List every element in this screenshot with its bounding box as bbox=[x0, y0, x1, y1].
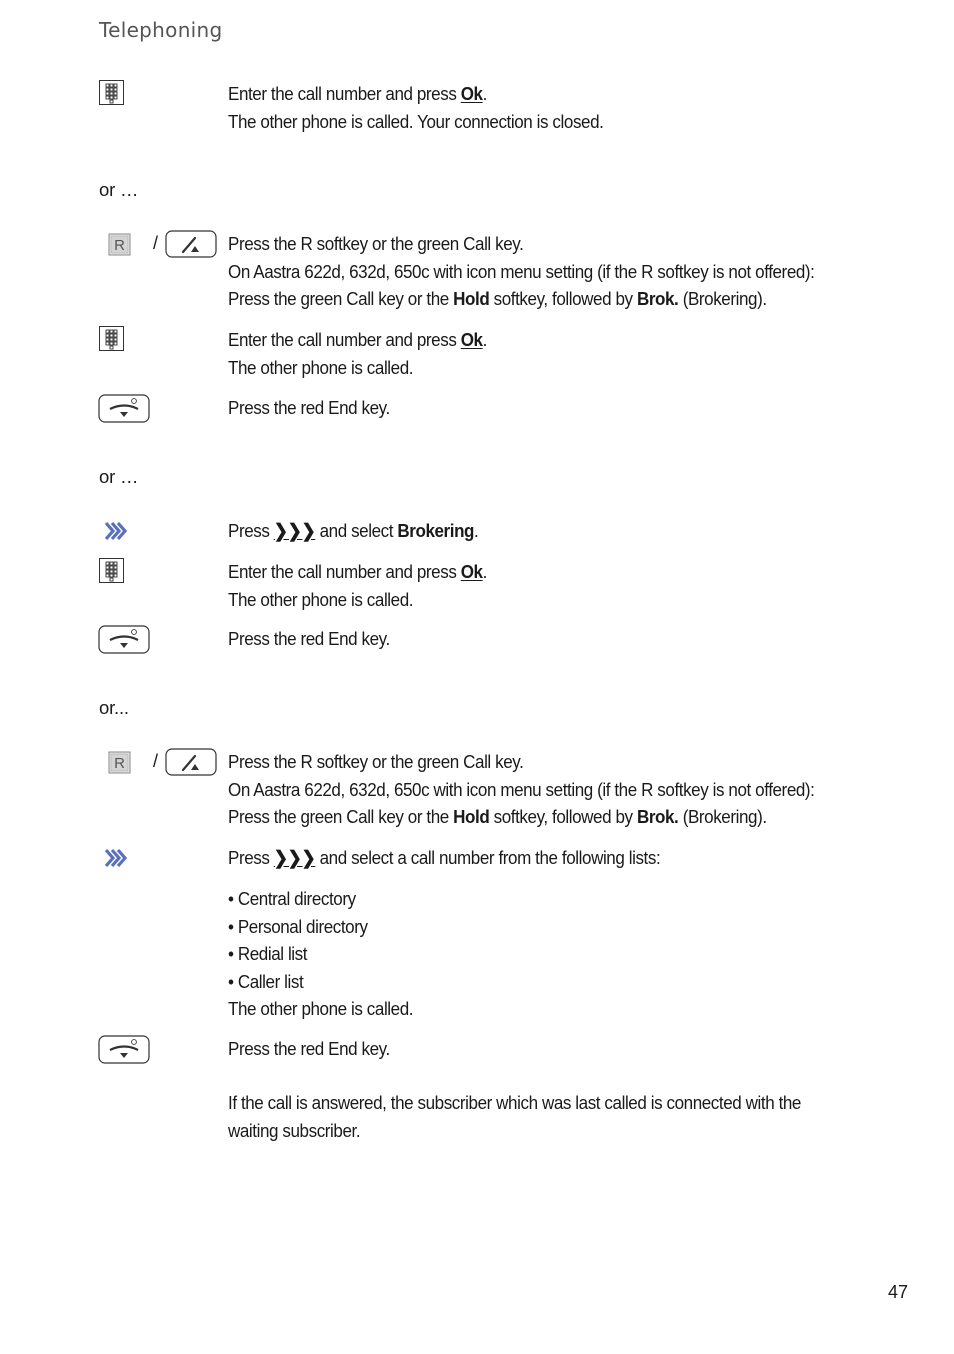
ok-softkey-label: Ok bbox=[460, 83, 483, 104]
call-key-icon bbox=[165, 748, 218, 777]
menu-arrows-icon bbox=[105, 521, 129, 541]
step-r-softkey: Press the R softkey or the green Call key. On Aastra 622d, 632d, 650c with icon menu setting (if the R softkey is not offered): Press the green Call key or the Hold softkey, followed by Brok. (Brokering). bbox=[228, 751, 815, 827]
keypad-icon bbox=[99, 326, 125, 352]
step-end-key: Press the red End key. bbox=[228, 628, 390, 649]
call-list-options: • Central directory • Personal directory • Redial list • Caller list The other phone is called. bbox=[228, 888, 414, 1019]
keypad-icon bbox=[99, 558, 125, 584]
or-separator: or... bbox=[99, 697, 129, 718]
end-key-icon bbox=[98, 625, 151, 655]
page-number: 47 bbox=[888, 1282, 909, 1302]
step-enter-number: Enter the call number and press Ok. The other phone is called. Your connection is closed. bbox=[228, 83, 604, 132]
list-item: • Caller list bbox=[228, 970, 304, 992]
or-separator: or … bbox=[99, 179, 139, 200]
page-header: Telephoning bbox=[99, 18, 223, 42]
or-slash: / bbox=[153, 751, 159, 771]
step-result: The other phone is called. Your connection is closed. bbox=[228, 110, 604, 132]
ok-softkey-label: Ok bbox=[460, 561, 483, 582]
menu-arrows-label: ❯❯❯ bbox=[273, 847, 316, 868]
step-enter-number: Enter the call number and press Ok. The other phone is called. bbox=[228, 561, 487, 610]
list-item: • Redial list bbox=[228, 943, 308, 964]
list-item: • Personal directory bbox=[228, 915, 368, 937]
ok-softkey-label: Ok bbox=[460, 329, 483, 350]
list-item: • Central directory bbox=[228, 888, 356, 909]
r-softkey-icon bbox=[108, 751, 132, 775]
end-key-icon bbox=[98, 394, 151, 424]
step-end-key: Press the red End key. bbox=[228, 1038, 390, 1059]
r-softkey-icon bbox=[108, 233, 132, 257]
step-enter-number: Enter the call number and press Ok. The other phone is called. bbox=[228, 329, 487, 378]
end-key-icon bbox=[98, 1035, 151, 1065]
menu-arrows-label: ❯❯❯ bbox=[273, 520, 316, 541]
step-select-brokering: Press ❯❯❯ and select Brokering. bbox=[228, 520, 479, 541]
final-note: If the call is answered, the subscriber which was last called is connected with the waiting subscriber. bbox=[228, 1092, 801, 1141]
step-end-key: Press the red End key. bbox=[228, 397, 390, 418]
step-r-softkey: Press the R softkey or the green Call key. On Aastra 622d, 632d, 650c with icon menu setting (if the R softkey is not offered): Press the green Call key or the Hold softkey, followed by Brok. (Brokering). bbox=[228, 233, 815, 309]
step-select-list: Press ❯❯❯ and select a call number from the following lists: bbox=[228, 847, 661, 868]
call-key-icon bbox=[165, 230, 218, 259]
or-separator: or … bbox=[99, 466, 139, 487]
or-slash: / bbox=[153, 233, 159, 253]
menu-arrows-icon bbox=[105, 848, 129, 868]
keypad-icon bbox=[99, 80, 125, 106]
